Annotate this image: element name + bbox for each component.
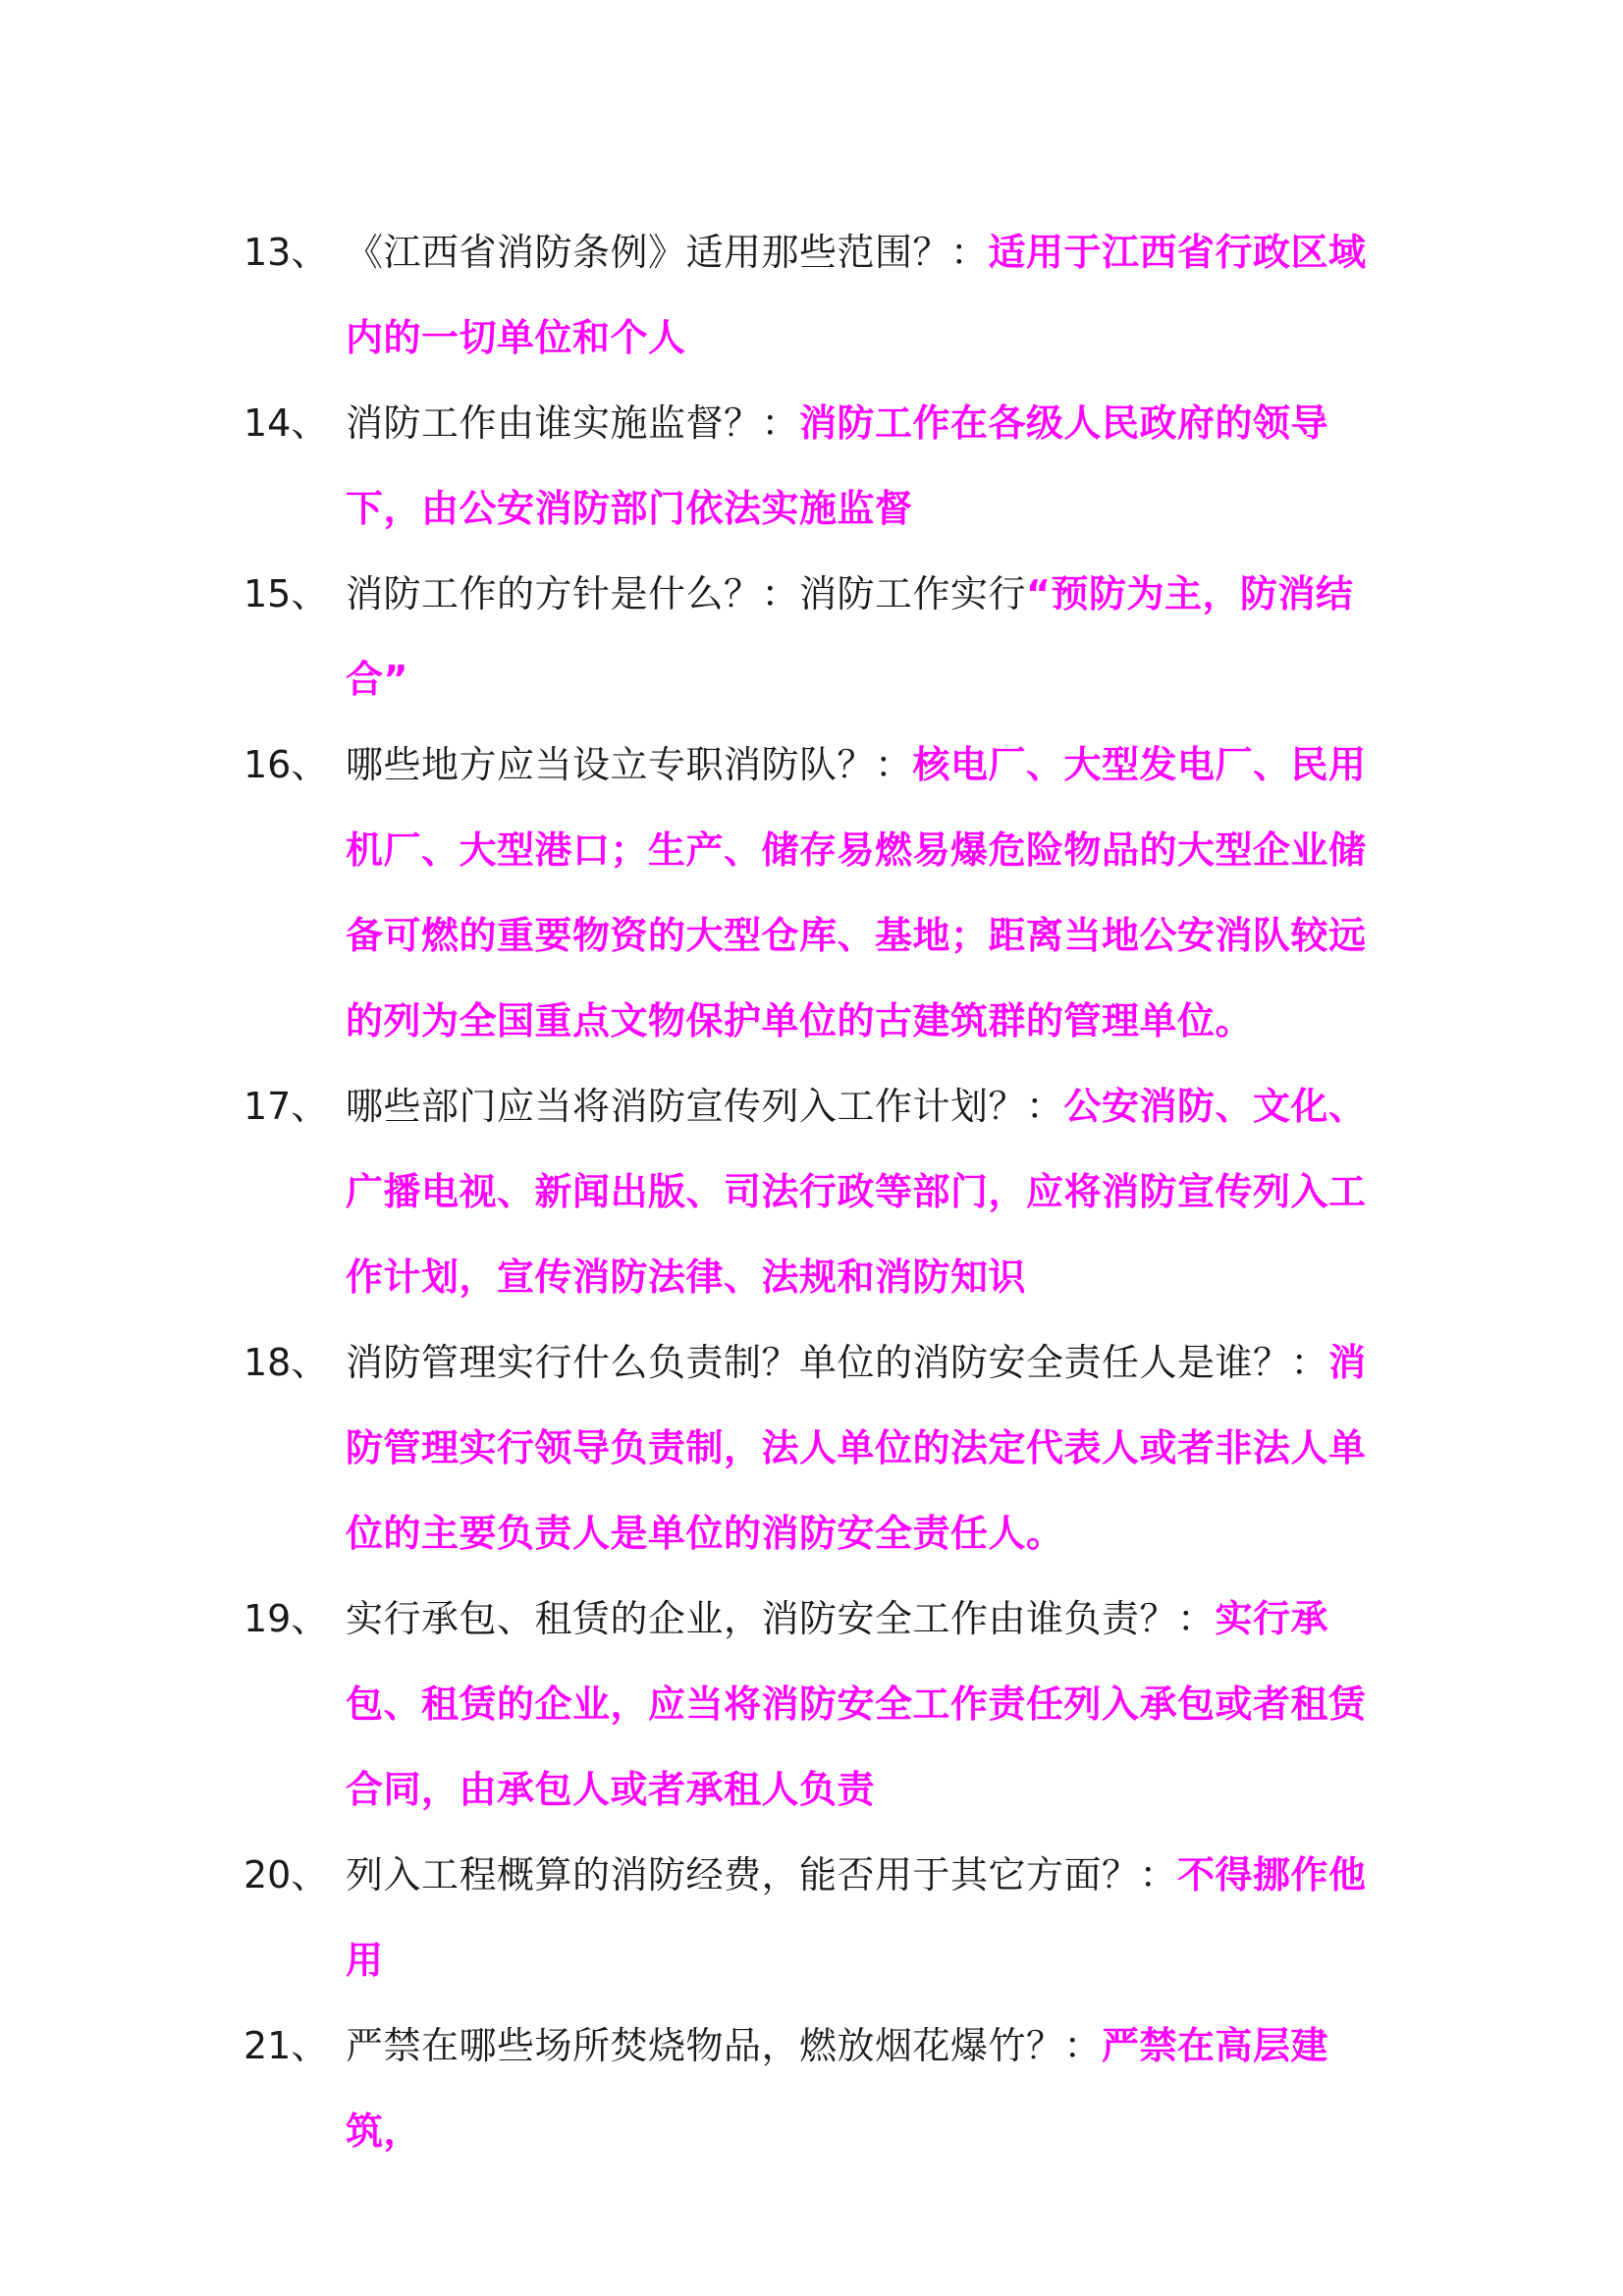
item-number: 19、 [243, 1597, 329, 1640]
item-text [346, 381, 1402, 552]
qa-item-14 [243, 381, 1402, 552]
answer-text: 实行承包、租赁的企业，应当将消防安全工作责任列入承包或者租赁合同，由承包人或者承租人负责 [346, 1597, 1367, 1811]
item-number: 21、 [243, 2024, 329, 2067]
item-text [346, 722, 1402, 1064]
answer-text: 适用于江西省行政区域内的一切单位和个人 [346, 231, 1367, 359]
qa-item-20 [243, 1833, 1402, 2003]
answer-text: 消防管理实行领导负责制，法人单位的法定代表人或者非法人单位的主要负责人是单位的消防安全责任人。 [346, 1341, 1367, 1555]
item-number: 18、 [243, 1341, 329, 1384]
qa-item-17 [243, 1064, 1402, 1320]
answer-text: 公安消防、文化、广播电视、新闻出版、司法行政等部门，应将消防宣传列入工作计划，宣传消防法律、法规和消防知识 [346, 1085, 1367, 1299]
item-number: 15、 [243, 572, 329, 615]
answer-text: 消防工作在各级人民政府的领导下，由公安消防部门依法实施监督 [346, 401, 1329, 530]
question-text: 哪些地方应当设立专职消防队？： [346, 743, 913, 786]
qa-item-19 [243, 1576, 1402, 1833]
qa-item-15 [243, 552, 1402, 722]
qa-item-16 [243, 722, 1402, 1064]
item-text [346, 210, 1402, 381]
question-text: 消防工作由谁实施监督？： [346, 401, 800, 445]
item-number: 16、 [243, 743, 329, 786]
answer-text: 不得挪作他用 [346, 1853, 1367, 1982]
qa-item-21 [243, 2003, 1402, 2174]
question-text: 实行承包、租赁的企业，消防安全工作由谁负责？： [346, 1597, 1216, 1640]
item-text [346, 2003, 1402, 2174]
qa-list [243, 210, 1402, 2174]
question-text: 消防管理实行什么负责制？单位的消防安全责任人是谁？： [346, 1341, 1329, 1384]
item-text [346, 1833, 1402, 2003]
item-number: 20、 [243, 1853, 329, 1896]
answer-text: “预防为主，防消结合” [346, 572, 1354, 701]
question-text: 《江西省消防条例》适用那些范围？： [346, 231, 989, 274]
item-number: 17、 [243, 1085, 329, 1128]
question-text: 消防工作的方针是什么？：消防工作实行 [346, 572, 1027, 615]
item-number: 14、 [243, 401, 329, 445]
item-text [346, 1064, 1402, 1320]
answer-text: 严禁在高层建筑， [346, 2024, 1329, 2153]
item-number: 13、 [243, 231, 329, 274]
item-text [346, 1320, 1402, 1576]
question-text: 列入工程概算的消防经费，能否用于其它方面？： [346, 1853, 1178, 1896]
item-text [346, 552, 1402, 722]
item-text [346, 1576, 1402, 1833]
question-text: 哪些部门应当将消防宣传列入工作计划？： [346, 1085, 1064, 1128]
question-text: 严禁在哪些场所焚烧物品，燃放烟花爆竹？： [346, 2024, 1103, 2067]
qa-item-13 [243, 210, 1402, 381]
qa-item-18 [243, 1320, 1402, 1576]
answer-text: 核电厂、大型发电厂、民用机厂、大型港口；生产、储存易燃易爆危险物品的大型企业储备可燃的重要物资的大型仓库、基地；距离当地公安消队较远的列为全国重点文物保护单位的古建筑群的管理单位。 [346, 743, 1367, 1042]
